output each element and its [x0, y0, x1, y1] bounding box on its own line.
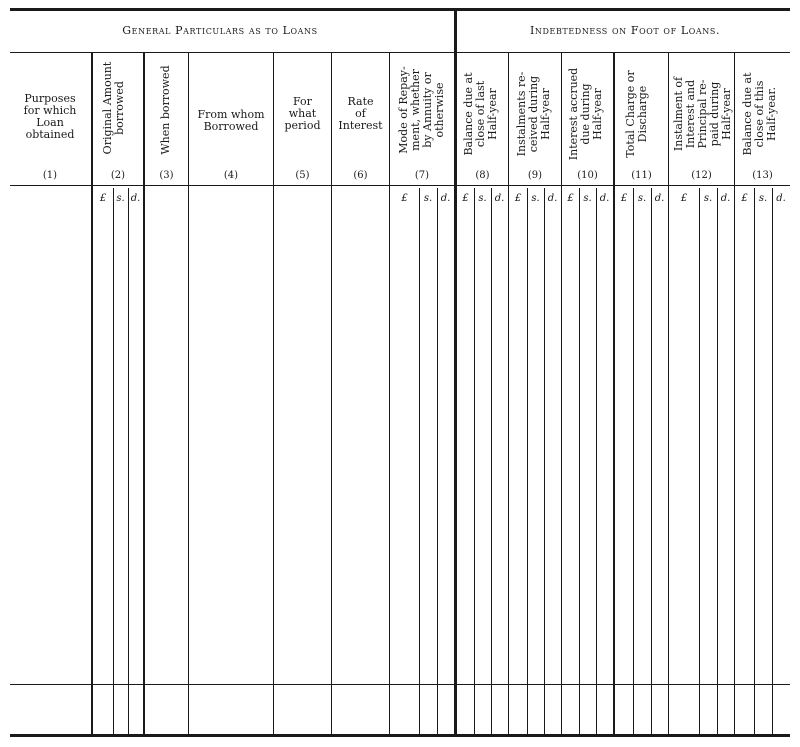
column-number-8: (8)	[475, 170, 490, 181]
money-rule-c7-pence	[437, 188, 438, 737]
divider-c12-c13	[734, 52, 735, 737]
unit-pence-c9: d.	[547, 193, 558, 204]
divider-c5-c6	[331, 52, 332, 737]
unit-pounds-c13: £	[741, 193, 748, 204]
column-header-total-charge: Total Charge or Discharge	[624, 70, 649, 158]
divider-c3-c4	[188, 52, 189, 737]
unit-shillings-c7: s.	[423, 193, 433, 204]
money-rule-c8-shillings	[474, 188, 475, 737]
unit-shillings-c13: s.	[758, 193, 768, 204]
column-header-rate: Rate of Interest	[338, 95, 383, 132]
column-header-original-amount: Original Amount borrowed	[101, 61, 126, 155]
money-rule-c8-pence	[491, 188, 492, 737]
column-number-rule	[10, 185, 790, 186]
bottom-rule	[10, 734, 790, 737]
unit-shillings-c11: s.	[637, 193, 647, 204]
money-rule-c2-shillings	[113, 188, 114, 737]
money-rule-c2-pence	[128, 188, 129, 737]
divider-c2-c3	[143, 52, 145, 737]
divider-c1-c2	[91, 52, 93, 737]
column-number-5: (5)	[295, 170, 310, 181]
unit-pence-c11: d.	[654, 193, 665, 204]
column-number-7: (7)	[414, 170, 430, 181]
unit-pence-c10: d.	[599, 193, 610, 204]
total-rule	[10, 684, 790, 685]
column-header-interest-accrued: Interest accrued due during Half-year	[567, 67, 604, 161]
column-number-13: (13)	[752, 170, 773, 181]
column-number-2: (2)	[110, 170, 126, 181]
divider-general-indebtedness	[454, 10, 457, 737]
money-rule-c9-pence	[544, 188, 545, 737]
money-rule-c12-shillings	[699, 188, 700, 737]
column-number-11: (11)	[631, 170, 652, 181]
column-header-purposes: Purposes for which Loan obtained	[23, 92, 77, 141]
column-header-balance-this: Balance due at close of this Half-year.	[741, 72, 778, 156]
group-general-particulars: General Particulars as to Loans	[122, 24, 318, 37]
column-number-1: (1)	[42, 170, 58, 181]
money-rule-c12-pence	[717, 188, 718, 737]
divider-c6-c7	[389, 52, 390, 737]
unit-pounds-c10: £	[567, 193, 574, 204]
unit-pounds-c8: £	[462, 193, 469, 204]
unit-pence-c2: d.	[130, 193, 141, 204]
unit-pence-c8: d.	[494, 193, 505, 204]
money-rule-c7-shillings	[419, 188, 420, 737]
money-rule-c10-pence	[596, 188, 597, 737]
unit-pounds-c7: £	[401, 193, 408, 204]
unit-pounds-c9: £	[514, 193, 522, 204]
money-rule-c9-shillings	[527, 188, 528, 737]
column-header-when-borrowed: When borrowed	[159, 65, 172, 155]
column-number-10: (10)	[577, 170, 598, 181]
column-number-6: (6)	[353, 170, 368, 181]
column-header-from-whom: From whom Borrowed	[197, 108, 265, 133]
unit-shillings-c8: s.	[478, 193, 487, 204]
unit-pence-c7: d.	[440, 193, 451, 204]
money-rule-c10-shillings	[579, 188, 580, 737]
unit-shillings-c9: s.	[531, 193, 540, 204]
money-rule-c13-pence	[772, 188, 773, 737]
column-number-4: (4)	[223, 170, 239, 181]
group-header-rule	[10, 52, 790, 53]
unit-shillings-c10: s.	[583, 193, 592, 204]
divider-c10-c11	[613, 52, 615, 737]
unit-pounds-c12: £	[680, 193, 688, 204]
unit-shillings-c2: s.	[116, 193, 125, 204]
column-number-9: (9)	[527, 170, 543, 181]
column-header-mode-of-repayment: Mode of Repay- ment, whether by Annuity or otherwise	[397, 66, 446, 154]
divider-c9-c10	[561, 52, 562, 737]
top-rule	[10, 8, 790, 11]
unit-pounds-c2: £	[99, 193, 107, 204]
divider-c4-c5	[273, 52, 274, 737]
column-header-instalment-repaid: Instalment of Interest and Principal re- paid during Half-year	[672, 76, 733, 152]
column-header-period: For what period	[284, 95, 321, 132]
column-number-3: (3)	[159, 170, 174, 181]
column-header-instalments-received: Instalments re- ceived during Half-year	[515, 71, 552, 157]
divider-c11-c12	[668, 52, 669, 737]
group-indebtedness: Indebtedness on Foot of Loans.	[529, 24, 721, 37]
divider-c8-c9	[508, 52, 509, 737]
column-number-12: (12)	[691, 170, 712, 181]
column-header-balance-last: Balance due at close of last Half-year	[462, 72, 499, 156]
unit-pence-c13: d.	[776, 193, 786, 204]
money-rule-c13-shillings	[754, 188, 755, 737]
unit-shillings-c12: s.	[703, 193, 713, 204]
unit-pence-c12: d.	[720, 193, 731, 204]
money-rule-c11-shillings	[633, 188, 634, 737]
money-rule-c11-pence	[651, 188, 652, 737]
unit-pounds-c11: £	[620, 193, 628, 204]
